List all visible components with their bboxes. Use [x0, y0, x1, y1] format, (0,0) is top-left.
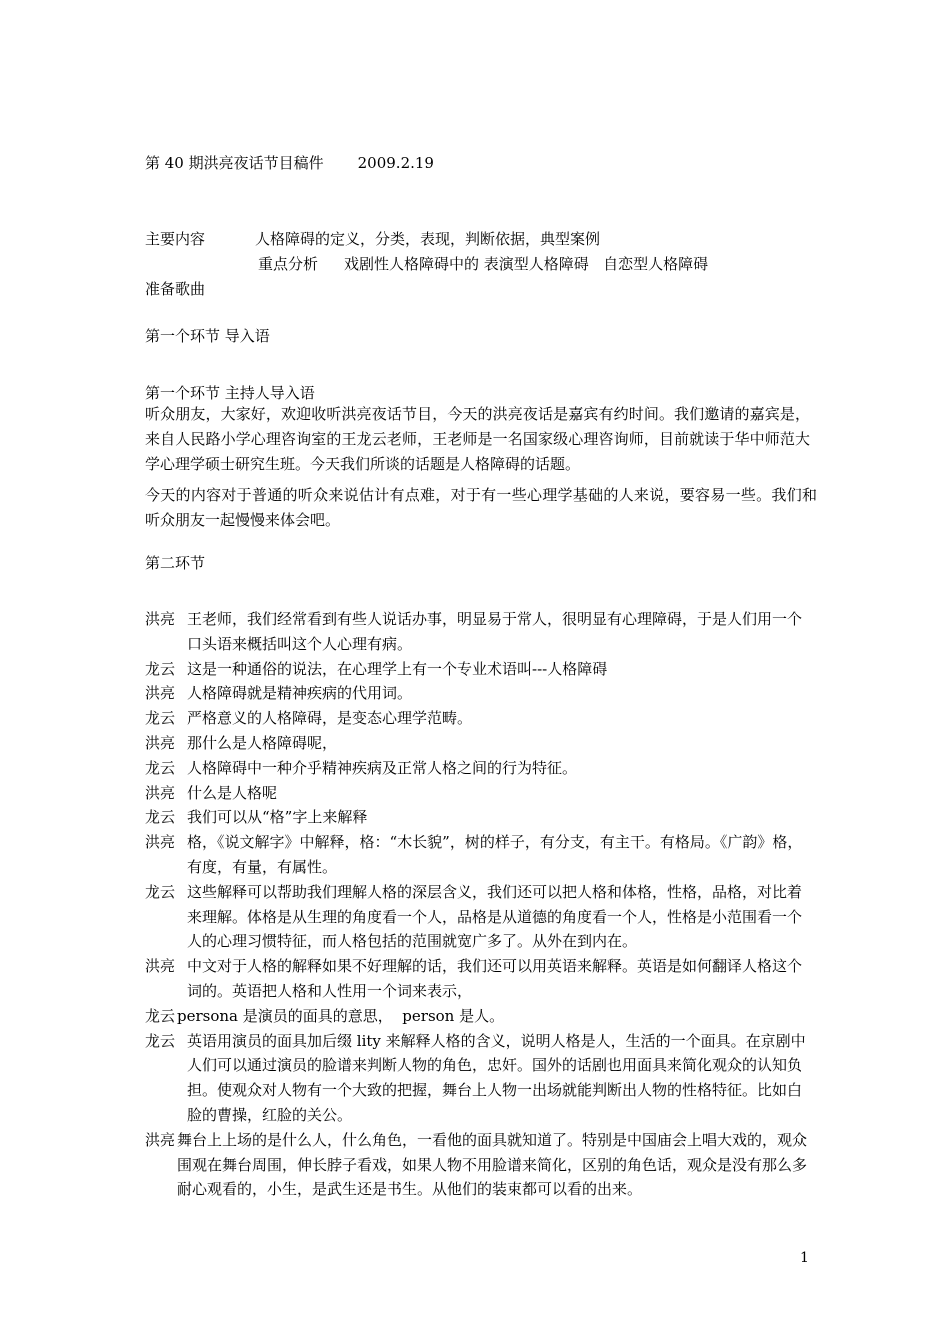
dialogue-text: 这些解释可以帮助我们理解人格的深层含义，我们还可以把人格和体格，性格，品格，对比着来理解。体格是从生理的角度看一个人，品格是从道德的角度看一个人，性格是小范围看一个人的心理习惯特征，而人格包括的范围就宽广多了。从外在到内在。: [187, 882, 803, 951]
dialogue-line: [145, 1128, 815, 1202]
dialogue-line: [145, 681, 815, 706]
document-header: [145, 153, 434, 173]
focus-value: 戏剧性人格障碍中的 表演型人格障碍 自恋型人格障碍: [344, 255, 709, 273]
speaker-name: 洪亮: [145, 957, 176, 976]
speaker-name: 龙云: [145, 709, 176, 728]
dialogue-text: 舞台上上场的是什么人，什么角色，一看他的面具就知道了。特别是中国庙会上唱大戏的，观众围观在舞台周围，伸长脖子看戏，如果人物不用脸谱来简化，区别的角色话，观众是没有那么多耐心观看的，小生，是武生还是书生。从他们的装束都可以看的出来。: [177, 1130, 808, 1199]
intro-paragraph: 听众朋友，大家好，欢迎收听洪亮夜话节目，今天的洪亮夜话是嘉宾有约时间。我们邀请的嘉宾是，来自人民路小学心理咨询室的王龙云老师，王老师是一名国家级心理咨询师，目前就读于华中师范大学心理学硕士研究生班。今天我们所谈的话题是人格障碍的话题。: [145, 405, 810, 473]
dialogue-line: [145, 607, 815, 657]
main-content-row: [145, 229, 600, 249]
main-content-value: 人格障碍的定义，分类，表现，判断依据，典型案例: [255, 230, 601, 248]
speaker-name: 龙云: [145, 1006, 176, 1025]
dialogue-line: [145, 1029, 815, 1128]
speaker-name: 洪亮: [145, 610, 176, 628]
dialogue-text: 王老师，我们经常看到有些人说话办事，明显易于常人，很明显有心理障碍，于是人们用一个口头语来概括叫这个人心理有病。: [187, 610, 803, 653]
dialogue-text: 那什么是人格障碍呢，: [187, 733, 338, 752]
dialogue-text: persona 是演员的面具的意思， person 是人。: [177, 1006, 505, 1025]
document-date: 2009.2.19: [357, 154, 434, 172]
document-title: 第 40 期洪亮夜话节目稿件: [145, 154, 324, 172]
dialogue-text: 什么是人格呢: [187, 783, 278, 802]
focus-row: [258, 254, 708, 274]
dialogue-text: 格，《说文解字》中解释，格：“木长貌”，树的样子，有分支，有主干。有格局。《广韵》格，有度，有量，有属性。: [187, 833, 803, 876]
dialogue-line: [145, 657, 815, 682]
dialogue-line: [145, 731, 815, 756]
dialogue-text: 这是一种通俗的说法，在心理学上有一个专业术语叫---人格障碍: [187, 659, 608, 678]
dialogue-line: [145, 954, 815, 1004]
speaker-name: 龙云: [145, 882, 176, 901]
dialogue-line: [145, 805, 815, 830]
dialogue-line: [145, 830, 815, 880]
dialogue-list: [145, 607, 815, 1202]
dialogue-text: 人格障碍中一种介乎精神疾病及正常人格之间的行为特征。: [187, 758, 578, 777]
section1-subheading: 第一个环节 主持人导入语: [145, 384, 315, 402]
dialogue-line: [145, 1004, 815, 1029]
dialogue-text: 我们可以从“格”字上来解释: [187, 808, 368, 827]
dialogue-line: [145, 880, 815, 954]
intro-paragraph: 今天的内容对于普通的听众来说估计有点难，对于有一些心理学基础的人来说，要容易一些。我们和听众朋友一起慢慢来体会吧。: [145, 486, 817, 529]
speaker-name: 洪亮: [145, 783, 176, 802]
speaker-name: 洪亮: [145, 733, 176, 752]
dialogue-text: 英语用演员的面具加后缀 lity 来解释人格的含义，说明人格是人，生活的一个面具。在京剧中人们可以通过演员的脸谱来判断人物的角色，忠奸。国外的话剧也用面具来简化观众的认知负担。使观众对人物有一个大致的把握，舞台上人物一出场就能判断出人物的性格特征。比如白脸的曹操，红脸的关公。: [187, 1031, 806, 1124]
dialogue-text: 严格意义的人格障碍，是变态心理学范畴。: [187, 709, 473, 728]
dialogue-text: 人格障碍就是精神疾病的代用词。: [187, 684, 413, 703]
section2-heading: 第二环节: [145, 554, 206, 572]
speaker-name: 龙云: [145, 659, 176, 678]
speaker-name: 洪亮: [145, 1130, 176, 1149]
speaker-name: 洪亮: [145, 684, 176, 703]
section1-heading: 第一个环节 导入语: [145, 327, 270, 345]
focus-label: 重点分析: [258, 255, 319, 273]
speaker-name: 洪亮: [145, 833, 176, 852]
speaker-name: 龙云: [145, 808, 176, 827]
dialogue-line: [145, 706, 815, 731]
dialogue-line: [145, 781, 815, 806]
speaker-name: 龙云: [145, 1031, 176, 1050]
dialogue-line: [145, 756, 815, 781]
main-content-label: 主要内容: [145, 230, 206, 248]
speaker-name: 龙云: [145, 758, 176, 777]
page-number: 1: [800, 1250, 809, 1266]
songs-label: 准备歌曲: [145, 280, 206, 298]
dialogue-text: 中文对于人格的解释如果不好理解的话，我们还可以用英语来解释。英语是如何翻译人格这个词的。英语把人格和人性用一个词来表示，: [187, 957, 803, 1000]
